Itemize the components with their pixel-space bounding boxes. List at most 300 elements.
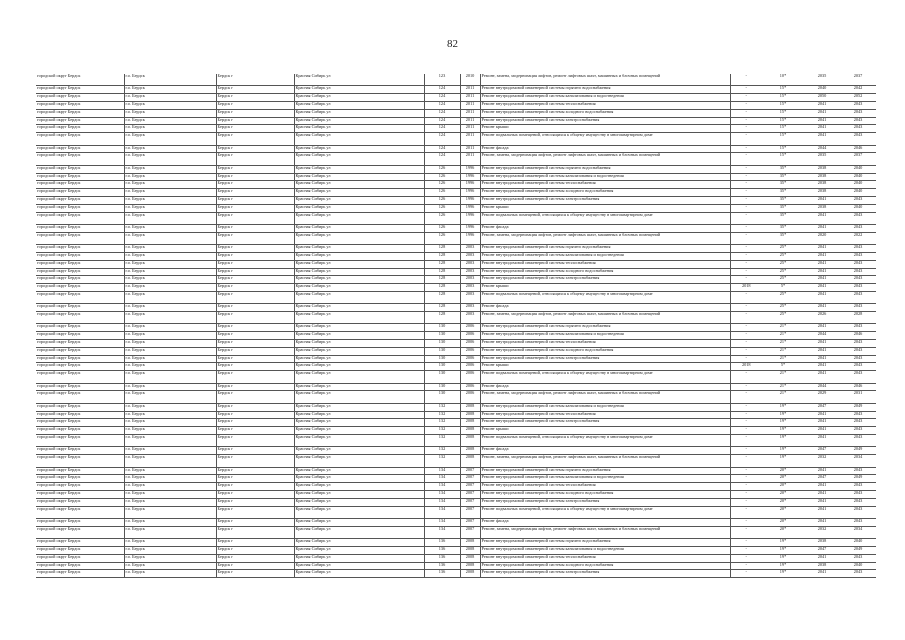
cell-locality: Бердск г	[216, 490, 294, 498]
cell-wear-percent: 19*	[762, 411, 804, 419]
cell-work-type: Ремонт подвальных помещений, относящихся к общему имуществу в многоквартирном доме	[480, 133, 730, 145]
cell-year-built: 2008	[460, 419, 480, 427]
cell-settlement: г.о. Бердск	[124, 447, 216, 455]
cell-locality: Бердск г	[216, 173, 294, 181]
cell-year-built: 1996	[460, 196, 480, 204]
cell-period-end: 2040	[840, 562, 876, 570]
cell-period-start: 2038	[804, 165, 840, 173]
cell-street: Красная Сибирь ул	[294, 419, 424, 427]
cell-wear-percent: 15*	[762, 109, 804, 117]
cell-locality: Бердск г	[216, 570, 294, 578]
cell-municipality: городской округ Бердск	[36, 570, 124, 578]
cell-municipality: городской округ Бердск	[36, 467, 124, 475]
cell-locality: Бердск г	[216, 506, 294, 518]
table-row	[36, 165, 876, 173]
cell-period-start: 2041	[804, 419, 840, 427]
cell-house-number: 124	[424, 125, 460, 133]
cell-period-end: 2040	[840, 181, 876, 189]
cell-house-number: 124	[424, 86, 460, 94]
cell-period-end: 2043	[840, 518, 876, 526]
cell-period-start: 2041	[804, 109, 840, 117]
cell-year-built: 2007	[460, 490, 480, 498]
cell-settlement: г.о. Бердск	[124, 145, 216, 153]
cell-last-repair-year: -	[730, 347, 762, 355]
cell-settlement: г.о. Бердск	[124, 212, 216, 224]
cell-wear-percent: 20*	[762, 490, 804, 498]
table-row	[36, 340, 876, 348]
cell-last-repair-year: -	[730, 340, 762, 348]
cell-locality: Бердск г	[216, 371, 294, 383]
table-row	[36, 117, 876, 125]
cell-municipality: городской округ Бердск	[36, 224, 124, 232]
cell-locality: Бердск г	[216, 562, 294, 570]
cell-house-number: 134	[424, 467, 460, 475]
table-row	[36, 189, 876, 197]
cell-year-built: 2011	[460, 145, 480, 153]
cell-wear-percent: 20*	[762, 498, 804, 506]
cell-municipality: городской округ Бердск	[36, 212, 124, 224]
table-row	[36, 260, 876, 268]
table-row	[36, 347, 876, 355]
cell-wear-percent: 19*	[762, 546, 804, 554]
cell-municipality: городской округ Бердск	[36, 133, 124, 145]
cell-municipality: городской округ Бердск	[36, 196, 124, 204]
cell-period-end: 2043	[840, 554, 876, 562]
cell-wear-percent: 19*	[762, 427, 804, 435]
table-row	[36, 125, 876, 133]
cell-year-built: 2006	[460, 391, 480, 403]
cell-year-built: 2008	[460, 435, 480, 447]
cell-street: Красная Сибирь ул	[294, 455, 424, 467]
cell-last-repair-year: -	[730, 546, 762, 554]
cell-year-built: 2007	[460, 518, 480, 526]
cell-year-built: 2011	[460, 86, 480, 94]
cell-house-number: 128	[424, 304, 460, 312]
cell-period-start: 2044	[804, 332, 840, 340]
cell-last-repair-year: -	[730, 312, 762, 324]
cell-period-start: 2032	[804, 455, 840, 467]
cell-house-number: 128	[424, 284, 460, 292]
cell-work-type: Ремонт крыши	[480, 204, 730, 212]
cell-wear-percent: 25*	[762, 312, 804, 324]
cell-period-start: 2038	[804, 204, 840, 212]
cell-period-end: 2040	[840, 189, 876, 197]
cell-period-end: 2043	[840, 268, 876, 276]
cell-work-type: Ремонт крыши	[480, 284, 730, 292]
cell-period-start: 2038	[804, 562, 840, 570]
cell-house-number: 130	[424, 347, 460, 355]
cell-year-built: 2011	[460, 153, 480, 165]
cell-work-type: Ремонт, замена, модернизация лифтов, ремонт лифтовых шахт, машинных и блочных помещений	[480, 74, 730, 86]
cell-house-number: 134	[424, 483, 460, 491]
cell-locality: Бердск г	[216, 475, 294, 483]
table-row	[36, 427, 876, 435]
cell-wear-percent: 19*	[762, 455, 804, 467]
cell-wear-percent: 20*	[762, 467, 804, 475]
cell-locality: Бердск г	[216, 86, 294, 94]
cell-locality: Бердск г	[216, 411, 294, 419]
cell-settlement: г.о. Бердск	[124, 526, 216, 538]
cell-settlement: г.о. Бердск	[124, 252, 216, 260]
cell-year-built: 2011	[460, 133, 480, 145]
cell-work-type: Ремонт подвальных помещений, относящихся к общему имуществу в многоквартирном доме	[480, 506, 730, 518]
cell-street: Красная Сибирь ул	[294, 291, 424, 303]
cell-work-type: Ремонт внутридомовой инженерной системы электроснабжения	[480, 276, 730, 284]
cell-work-type: Ремонт подвальных помещений, относящихся к общему имуществу в многоквартирном доме	[480, 371, 730, 383]
cell-street: Красная Сибирь ул	[294, 347, 424, 355]
cell-settlement: г.о. Бердск	[124, 133, 216, 145]
table-row	[36, 518, 876, 526]
cell-settlement: г.о. Бердск	[124, 312, 216, 324]
cell-period-end: 2043	[840, 260, 876, 268]
cell-settlement: г.о. Бердск	[124, 109, 216, 117]
cell-wear-percent: 21*	[762, 383, 804, 391]
cell-period-end: 2046	[840, 383, 876, 391]
cell-period-end: 2043	[840, 340, 876, 348]
cell-period-end: 2046	[840, 332, 876, 340]
table-row	[36, 391, 876, 403]
cell-house-number: 126	[424, 189, 460, 197]
cell-work-type: Ремонт внутридомовой инженерной системы горячего водоснабжения	[480, 324, 730, 332]
cell-locality: Бердск г	[216, 109, 294, 117]
cell-house-number: 126	[424, 173, 460, 181]
cell-period-start: 2035	[804, 153, 840, 165]
cell-wear-percent: 19*	[762, 435, 804, 447]
cell-street: Красная Сибирь ул	[294, 260, 424, 268]
cell-street: Красная Сибирь ул	[294, 189, 424, 197]
cell-locality: Бердск г	[216, 212, 294, 224]
cell-period-end: 2043	[840, 252, 876, 260]
table-row	[36, 506, 876, 518]
cell-settlement: г.о. Бердск	[124, 411, 216, 419]
cell-year-built: 1996	[460, 232, 480, 244]
table-row	[36, 94, 876, 102]
cell-period-end: 2043	[840, 117, 876, 125]
cell-period-end: 2043	[840, 276, 876, 284]
cell-year-built: 2006	[460, 363, 480, 371]
cell-street: Красная Сибирь ул	[294, 506, 424, 518]
cell-period-start: 2041	[804, 284, 840, 292]
cell-house-number: 123	[424, 74, 460, 86]
cell-work-type: Ремонт внутридомовой инженерной системы электроснабжения	[480, 570, 730, 578]
cell-period-start: 2041	[804, 268, 840, 276]
cell-period-end: 2043	[840, 347, 876, 355]
cell-period-start: 2041	[804, 355, 840, 363]
cell-street: Красная Сибирь ул	[294, 403, 424, 411]
cell-year-built: 2006	[460, 332, 480, 340]
cell-period-start: 2038	[804, 181, 840, 189]
cell-last-repair-year: -	[730, 483, 762, 491]
cell-settlement: г.о. Бердск	[124, 181, 216, 189]
cell-municipality: городской округ Бердск	[36, 546, 124, 554]
cell-settlement: г.о. Бердск	[124, 125, 216, 133]
table-row	[36, 109, 876, 117]
cell-work-type: Ремонт внутридомовой инженерной системы теплоснабжения	[480, 340, 730, 348]
cell-wear-percent: 21*	[762, 324, 804, 332]
cell-municipality: городской округ Бердск	[36, 324, 124, 332]
table-row	[36, 268, 876, 276]
cell-last-repair-year: -	[730, 539, 762, 547]
cell-municipality: городской округ Бердск	[36, 554, 124, 562]
cell-period-end: 2043	[840, 506, 876, 518]
cell-year-built: 2003	[460, 284, 480, 292]
capital-repair-table	[36, 74, 876, 578]
cell-year-built: 1996	[460, 204, 480, 212]
cell-wear-percent: 19*	[762, 554, 804, 562]
cell-wear-percent: 20*	[762, 475, 804, 483]
cell-last-repair-year: -	[730, 447, 762, 455]
cell-house-number: 134	[424, 490, 460, 498]
cell-work-type: Ремонт, замена, модернизация лифтов, ремонт лифтовых шахт, машинных и блочных помещений	[480, 391, 730, 403]
cell-wear-percent: 15*	[762, 86, 804, 94]
cell-period-end: 2049	[840, 447, 876, 455]
cell-period-end: 2052	[840, 94, 876, 102]
cell-street: Красная Сибирь ул	[294, 427, 424, 435]
cell-settlement: г.о. Бердск	[124, 383, 216, 391]
cell-wear-percent: 25*	[762, 260, 804, 268]
cell-work-type: Ремонт, замена, модернизация лифтов, ремонт лифтовых шахт, машинных и блочных помещений	[480, 312, 730, 324]
cell-last-repair-year: -	[730, 86, 762, 94]
cell-house-number: 132	[424, 427, 460, 435]
cell-locality: Бердск г	[216, 435, 294, 447]
table-row	[36, 435, 876, 447]
table-row	[36, 419, 876, 427]
cell-locality: Бердск г	[216, 332, 294, 340]
cell-year-built: 2006	[460, 324, 480, 332]
cell-last-repair-year: 2018	[730, 363, 762, 371]
cell-house-number: 126	[424, 224, 460, 232]
cell-settlement: г.о. Бердск	[124, 101, 216, 109]
cell-work-type: Ремонт внутридомовой инженерной системы горячего водоснабжения	[480, 467, 730, 475]
cell-period-start: 2041	[804, 518, 840, 526]
cell-last-repair-year: -	[730, 74, 762, 86]
cell-period-end: 2043	[840, 483, 876, 491]
table-row	[36, 498, 876, 506]
cell-last-repair-year: -	[730, 411, 762, 419]
cell-wear-percent: 15*	[762, 145, 804, 153]
cell-wear-percent: 25*	[762, 304, 804, 312]
cell-municipality: городской округ Бердск	[36, 284, 124, 292]
cell-last-repair-year: -	[730, 133, 762, 145]
cell-wear-percent: 19*	[762, 403, 804, 411]
cell-street: Красная Сибирь ул	[294, 133, 424, 145]
cell-street: Красная Сибирь ул	[294, 371, 424, 383]
cell-settlement: г.о. Бердск	[124, 570, 216, 578]
cell-municipality: городской округ Бердск	[36, 419, 124, 427]
cell-street: Красная Сибирь ул	[294, 312, 424, 324]
cell-work-type: Ремонт внутридомовой инженерной системы теплоснабжения	[480, 411, 730, 419]
cell-year-built: 2007	[460, 483, 480, 491]
table-row	[36, 383, 876, 391]
cell-wear-percent: 35*	[762, 165, 804, 173]
cell-house-number: 128	[424, 268, 460, 276]
cell-wear-percent: 19*	[762, 419, 804, 427]
cell-year-built: 2003	[460, 276, 480, 284]
cell-settlement: г.о. Бердск	[124, 340, 216, 348]
cell-work-type: Ремонт фасада	[480, 447, 730, 455]
cell-locality: Бердск г	[216, 312, 294, 324]
cell-wear-percent: 35*	[762, 173, 804, 181]
cell-period-end: 2043	[840, 570, 876, 578]
cell-settlement: г.о. Бердск	[124, 467, 216, 475]
cell-period-start: 2041	[804, 506, 840, 518]
cell-house-number: 128	[424, 252, 460, 260]
cell-locality: Бердск г	[216, 252, 294, 260]
cell-last-repair-year: -	[730, 153, 762, 165]
cell-locality: Бердск г	[216, 260, 294, 268]
cell-settlement: г.о. Бердск	[124, 224, 216, 232]
cell-wear-percent: 35*	[762, 196, 804, 204]
cell-period-start: 2041	[804, 347, 840, 355]
cell-last-repair-year: -	[730, 101, 762, 109]
cell-locality: Бердск г	[216, 117, 294, 125]
cell-settlement: г.о. Бердск	[124, 153, 216, 165]
cell-work-type: Ремонт внутридомовой инженерной системы канализования и водоотведения	[480, 173, 730, 181]
table-row	[36, 232, 876, 244]
cell-locality: Бердск г	[216, 391, 294, 403]
cell-year-built: 2006	[460, 340, 480, 348]
cell-wear-percent: 15*	[762, 133, 804, 145]
cell-house-number: 126	[424, 212, 460, 224]
cell-street: Красная Сибирь ул	[294, 224, 424, 232]
cell-house-number: 130	[424, 355, 460, 363]
cell-period-start: 2044	[804, 145, 840, 153]
cell-period-start: 2032	[804, 526, 840, 538]
table-row	[36, 371, 876, 383]
cell-year-built: 1996	[460, 173, 480, 181]
cell-period-start: 2020	[804, 232, 840, 244]
cell-work-type: Ремонт фасада	[480, 383, 730, 391]
cell-period-end: 2043	[840, 411, 876, 419]
cell-municipality: городской округ Бердск	[36, 125, 124, 133]
cell-street: Красная Сибирь ул	[294, 276, 424, 284]
cell-wear-percent: 21*	[762, 347, 804, 355]
cell-locality: Бердск г	[216, 383, 294, 391]
cell-house-number: 128	[424, 276, 460, 284]
cell-wear-percent: 25*	[762, 276, 804, 284]
cell-locality: Бердск г	[216, 447, 294, 455]
cell-street: Красная Сибирь ул	[294, 435, 424, 447]
cell-settlement: г.о. Бердск	[124, 419, 216, 427]
cell-municipality: городской округ Бердск	[36, 539, 124, 547]
cell-period-start: 2041	[804, 435, 840, 447]
cell-last-repair-year: -	[730, 506, 762, 518]
cell-municipality: городской округ Бердск	[36, 304, 124, 312]
cell-year-built: 2008	[460, 546, 480, 554]
cell-period-end: 2043	[840, 355, 876, 363]
table-row	[36, 304, 876, 312]
cell-year-built: 2006	[460, 371, 480, 383]
cell-period-end: 2043	[840, 133, 876, 145]
page-number: 82	[447, 38, 458, 50]
cell-period-start: 2050	[804, 94, 840, 102]
cell-year-built: 2006	[460, 347, 480, 355]
cell-settlement: г.о. Бердск	[124, 403, 216, 411]
cell-period-start: 2041	[804, 570, 840, 578]
cell-year-built: 2003	[460, 291, 480, 303]
cell-period-end: 2043	[840, 125, 876, 133]
cell-last-repair-year: -	[730, 562, 762, 570]
cell-house-number: 128	[424, 312, 460, 324]
cell-house-number: 134	[424, 498, 460, 506]
cell-house-number: 130	[424, 363, 460, 371]
cell-settlement: г.о. Бердск	[124, 475, 216, 483]
cell-last-repair-year: -	[730, 419, 762, 427]
cell-year-built: 2008	[460, 562, 480, 570]
cell-street: Красная Сибирь ул	[294, 181, 424, 189]
cell-year-built: 2003	[460, 245, 480, 253]
cell-municipality: городской округ Бердск	[36, 291, 124, 303]
cell-street: Красная Сибирь ул	[294, 539, 424, 547]
cell-house-number: 126	[424, 232, 460, 244]
cell-year-built: 2011	[460, 101, 480, 109]
cell-street: Красная Сибирь ул	[294, 570, 424, 578]
cell-wear-percent: 25*	[762, 245, 804, 253]
cell-period-end: 2037	[840, 153, 876, 165]
cell-period-end: 2037	[840, 74, 876, 86]
cell-period-end: 2031	[840, 391, 876, 403]
cell-year-built: 2008	[460, 411, 480, 419]
cell-period-end: 2034	[840, 526, 876, 538]
cell-wear-percent: 35*	[762, 204, 804, 212]
cell-locality: Бердск г	[216, 153, 294, 165]
cell-locality: Бердск г	[216, 268, 294, 276]
cell-wear-percent: 20*	[762, 526, 804, 538]
cell-locality: Бердск г	[216, 165, 294, 173]
cell-locality: Бердск г	[216, 94, 294, 102]
cell-year-built: 2011	[460, 125, 480, 133]
cell-period-end: 2022	[840, 232, 876, 244]
cell-settlement: г.о. Бердск	[124, 324, 216, 332]
cell-wear-percent: 15*	[762, 153, 804, 165]
cell-settlement: г.о. Бердск	[124, 86, 216, 94]
table-row	[36, 455, 876, 467]
table-row	[36, 101, 876, 109]
cell-settlement: г.о. Бердск	[124, 165, 216, 173]
cell-municipality: городской округ Бердск	[36, 109, 124, 117]
cell-municipality: городской округ Бердск	[36, 101, 124, 109]
cell-municipality: городской округ Бердск	[36, 483, 124, 491]
cell-last-repair-year: -	[730, 232, 762, 244]
cell-locality: Бердск г	[216, 232, 294, 244]
cell-street: Красная Сибирь ул	[294, 173, 424, 181]
cell-period-start: 2038	[804, 189, 840, 197]
cell-wear-percent: 5*	[762, 363, 804, 371]
cell-municipality: городской округ Бердск	[36, 526, 124, 538]
table-row	[36, 526, 876, 538]
cell-last-repair-year: -	[730, 268, 762, 276]
cell-house-number: 132	[424, 447, 460, 455]
cell-last-repair-year: -	[730, 196, 762, 204]
cell-settlement: г.о. Бердск	[124, 189, 216, 197]
cell-work-type: Ремонт внутридомовой инженерной системы канализования и водоотведения	[480, 252, 730, 260]
cell-locality: Бердск г	[216, 101, 294, 109]
cell-street: Красная Сибирь ул	[294, 383, 424, 391]
cell-house-number: 136	[424, 554, 460, 562]
cell-locality: Бердск г	[216, 455, 294, 467]
cell-work-type: Ремонт внутридомовой инженерной системы горячего водоснабжения	[480, 165, 730, 173]
cell-wear-percent: 19*	[762, 539, 804, 547]
cell-period-start: 2041	[804, 490, 840, 498]
cell-year-built: 2007	[460, 526, 480, 538]
cell-work-type: Ремонт внутридомовой инженерной системы теплоснабжения	[480, 483, 730, 491]
cell-settlement: г.о. Бердск	[124, 332, 216, 340]
cell-work-type: Ремонт внутридомовой инженерной системы холодного водоснабжения	[480, 562, 730, 570]
cell-wear-percent: 35*	[762, 181, 804, 189]
cell-work-type: Ремонт внутридомовой инженерной системы электроснабжения	[480, 196, 730, 204]
cell-house-number: 126	[424, 165, 460, 173]
cell-period-end: 2040	[840, 539, 876, 547]
